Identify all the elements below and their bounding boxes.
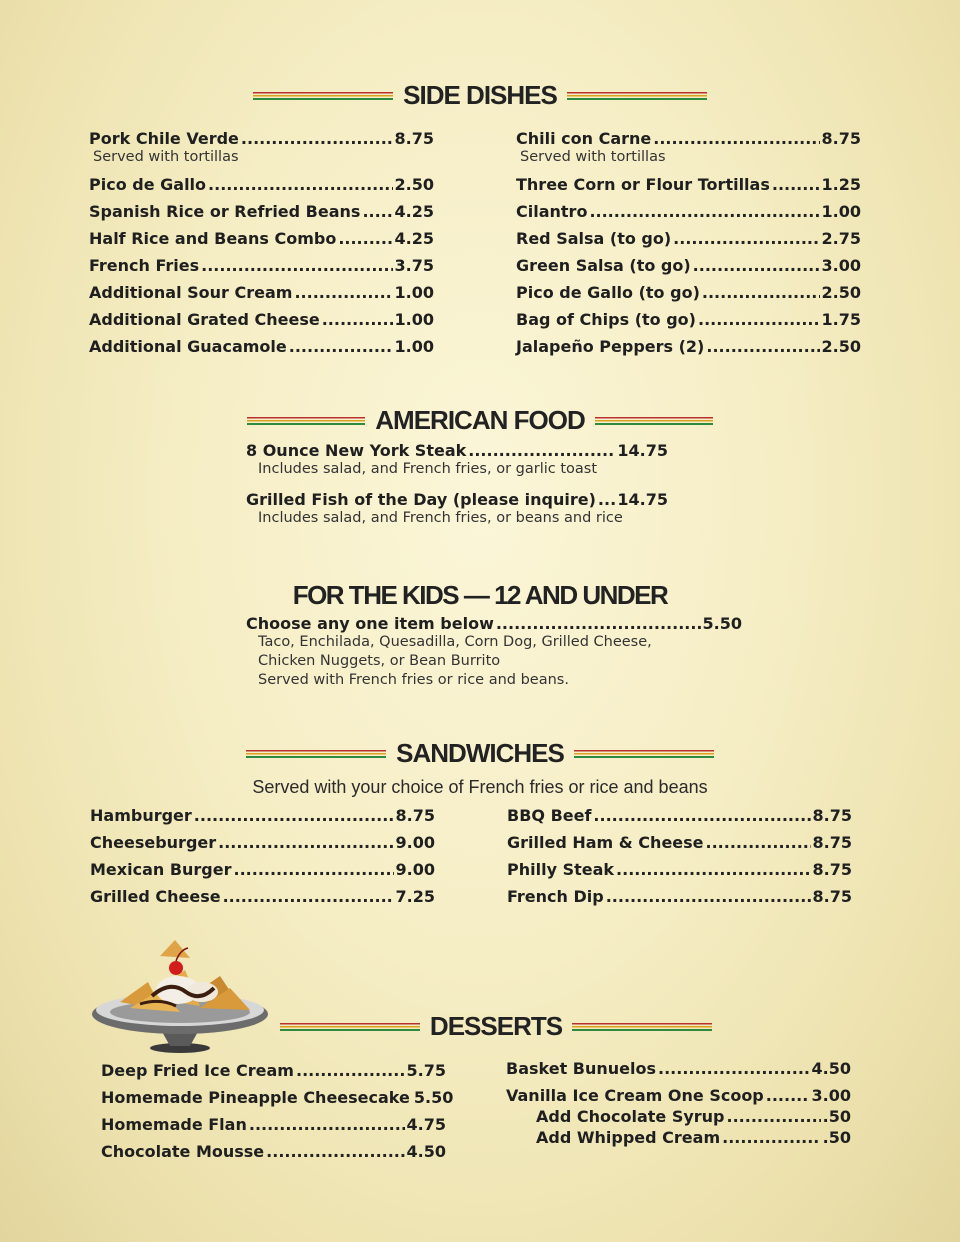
menu-item: Cilantro ..... 1.00 bbox=[516, 202, 861, 221]
menu-item: Pork Chile Verde ..... 8.75 bbox=[89, 129, 434, 148]
decorative-stripe bbox=[253, 92, 393, 100]
menu-item: Deep Fried Ice Cream ..... 5.75 bbox=[101, 1061, 446, 1080]
menu-item: French Fries ..... 3.75 bbox=[89, 256, 434, 275]
decorative-stripe bbox=[572, 1023, 712, 1031]
menu-item: Hamburger ..... 8.75 bbox=[90, 806, 435, 825]
menu-item: Philly Steak ..... 8.75 bbox=[507, 860, 852, 879]
menu-item: Green Salsa (to go) ..... 3.00 bbox=[516, 256, 861, 275]
menu-item: Grilled Cheese ..... 7.25 bbox=[90, 887, 435, 906]
menu-item: Jalapeño Peppers (2) ..... 2.50 bbox=[516, 337, 861, 356]
menu-item: Red Salsa (to go) ..... 2.75 bbox=[516, 229, 861, 248]
menu-item-addon: Add Whipped Cream ..... .50 bbox=[536, 1128, 851, 1147]
menu-item: Vanilla Ice Cream One Scoop ..... 3.00 bbox=[506, 1086, 851, 1105]
sandwiches-subtitle: Served with your choice of French fries or rice and beans bbox=[252, 777, 708, 797]
menu-item: Mexican Burger ..... 9.00 bbox=[90, 860, 435, 879]
decorative-stripe bbox=[574, 750, 714, 758]
desserts-right-column bbox=[506, 1059, 851, 1147]
menu-item: Basket Bunuelos ..... 4.50 bbox=[506, 1059, 851, 1078]
menu-item: Additional Guacamole ..... 1.00 bbox=[89, 337, 434, 356]
kids-column bbox=[246, 614, 742, 690]
kids-header bbox=[0, 580, 960, 611]
menu-item: Additional Sour Cream ..... 1.00 bbox=[89, 283, 434, 302]
menu-item: Homemade Flan ..... 4.75 bbox=[101, 1115, 446, 1134]
side-dishes-left-column bbox=[89, 129, 434, 356]
menu-item-note: Chicken Nuggets, or Bean Burrito bbox=[258, 653, 501, 669]
decorative-stripe bbox=[247, 417, 365, 425]
menu-item: Homemade Pineapple Cheesecake 5.50 bbox=[101, 1088, 454, 1107]
decorative-stripe bbox=[280, 1023, 420, 1031]
sandwiches-header bbox=[0, 738, 960, 769]
section-title: DESSERTS bbox=[429, 1011, 563, 1041]
menu-item: Pico de Gallo ..... 2.50 bbox=[89, 175, 434, 194]
section-title: SANDWICHES bbox=[396, 738, 564, 768]
menu-item: Cheeseburger ..... 9.00 bbox=[90, 833, 435, 852]
menu-item: Choose any one item below ..... 5.50 bbox=[246, 614, 742, 633]
decorative-stripe bbox=[595, 417, 713, 425]
menu-item: Three Corn or Flour Tortillas ..... 1.25 bbox=[516, 175, 861, 194]
menu-item: Bag of Chips (to go) ..... 1.75 bbox=[516, 310, 861, 329]
menu-item: Half Rice and Beans Combo ..... 4.25 bbox=[89, 229, 434, 248]
menu-item: Spanish Rice or Refried Beans ..... 4.25 bbox=[89, 202, 434, 221]
side-dishes-header bbox=[0, 80, 960, 111]
menu-item: BBQ Beef ..... 8.75 bbox=[507, 806, 852, 825]
menu-item-note: Served with tortillas bbox=[93, 149, 239, 165]
menu-item-note: Taco, Enchilada, Quesadilla, Corn Dog, Grilled Cheese, bbox=[258, 634, 652, 650]
menu-item-note: Includes salad, and French fries, or garlic toast bbox=[258, 461, 598, 477]
section-title: AMERICAN FOOD bbox=[375, 405, 585, 435]
menu-item: French Dip ..... 8.75 bbox=[507, 887, 852, 906]
sandwiches-left-column bbox=[90, 806, 435, 906]
decorative-stripe bbox=[567, 92, 707, 100]
desserts-left-column bbox=[101, 1061, 454, 1161]
desserts-header bbox=[0, 1011, 960, 1042]
menu-item-addon: Add Chocolate Syrup ..... .50 bbox=[536, 1107, 851, 1126]
menu-item: Grilled Ham & Cheese ..... 8.75 bbox=[507, 833, 852, 852]
menu-item: 8 Ounce New York Steak ..... 14.75 bbox=[246, 441, 668, 460]
menu-item: Grilled Fish of the Day (please inquire) ..... 14.75 bbox=[246, 490, 668, 509]
menu-item: Chocolate Mousse ..... 4.50 bbox=[101, 1142, 446, 1161]
menu-item: Pico de Gallo (to go) ..... 2.50 bbox=[516, 283, 861, 302]
decorative-stripe bbox=[246, 750, 386, 758]
menu-item-note: Includes salad, and French fries, or beans and rice bbox=[258, 510, 623, 526]
menu-item: Additional Grated Cheese ..... 1.00 bbox=[89, 310, 434, 329]
american-food-column bbox=[246, 441, 668, 528]
american-food-header bbox=[0, 405, 960, 436]
side-dishes-right-column bbox=[516, 129, 861, 356]
section-title: SIDE DISHES bbox=[403, 80, 557, 110]
menu-item-note: Served with French fries or rice and beans. bbox=[258, 672, 569, 688]
menu-item: Chili con Carne ..... 8.75 bbox=[516, 129, 861, 148]
menu-item-note: Served with tortillas bbox=[520, 149, 666, 165]
sandwiches-right-column bbox=[507, 806, 852, 906]
section-title: FOR THE KIDS — 12 AND UNDER bbox=[292, 580, 668, 610]
